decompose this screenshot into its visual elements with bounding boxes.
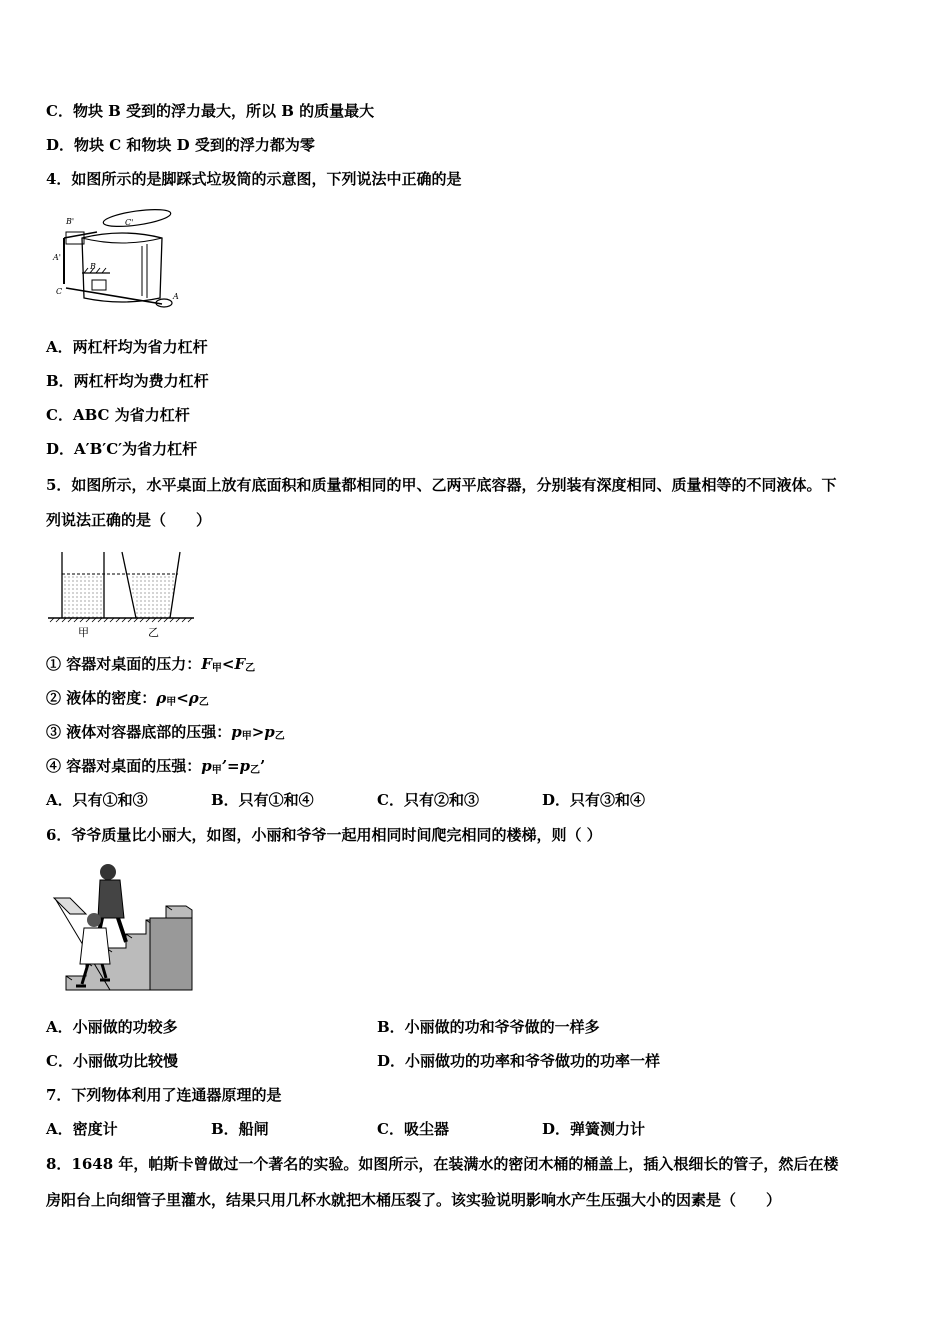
q5-stem-line2: 列说法正确的是（ ） [46, 511, 212, 529]
q7-option-d: D．弹簧测力计 [542, 1120, 646, 1138]
q5-statement-1: ① 容器对桌面的压力：$F_甲<F_乙$ [46, 655, 256, 674]
two-containers-figure [44, 548, 204, 640]
q4-option-b: B．两杠杆均为费力杠杆 [46, 372, 209, 390]
q7-option-c: C．吸尘器 [377, 1120, 449, 1138]
q5-statement-3: ③ 液体对容器底部的压强：$p_甲>p_乙$ [46, 723, 285, 742]
q5-option-a: A．只有①和③ [46, 791, 148, 809]
q6-option-b: B．小丽做的功和爷爷做的一样多 [377, 1018, 600, 1036]
q5-option-c: C．只有②和③ [377, 791, 479, 809]
q8-stem-line1: 8．1648 年，帕斯卡曾做过一个著名的实验。如图所示，在装满水的密闭木桶的桶盖上，插入根细长的管子，然后在楼 [46, 1155, 839, 1173]
label-yi: 乙 [148, 626, 159, 639]
label-c-prime: C' [125, 218, 134, 227]
q7-option-b: B．船闸 [211, 1120, 269, 1138]
q5-stem-line1: 5．如图所示，水平桌面上放有底面积和质量都相同的甲、乙两平底容器，分别装有深度相同、质量相等的不同液体。下 [46, 476, 837, 494]
q3-option-c: C．物块 B 受到的浮力最大，所以 B 的质量最大 [46, 102, 375, 120]
q5-statement-2: ② 液体的密度：$\rho_甲<\rho_乙$ [46, 689, 209, 708]
trash-can-lever-figure [52, 206, 182, 316]
q7-option-a: A．密度计 [46, 1120, 118, 1138]
label-b: B [90, 262, 96, 271]
label-jia: 甲 [78, 626, 89, 639]
q6-option-c: C．小丽做功比较慢 [46, 1052, 178, 1070]
q5-statement-4: ④ 容器对桌面的压强：$p_甲’=p_乙$’ [46, 757, 266, 776]
q5-option-b: B．只有①和④ [211, 791, 314, 809]
stairs-climbing-figure [50, 858, 200, 998]
q7-stem: 7．下列物体利用了连通器原理的是 [46, 1086, 282, 1104]
q4-option-d: D．A′B′C′为省力杠杆 [46, 440, 198, 458]
q4-option-c: C．ABC 为省力杠杆 [46, 406, 190, 424]
label-b-prime: B' [66, 217, 75, 226]
q4-option-a: A．两杠杆均为省力杠杆 [46, 338, 208, 356]
q3-option-d: D．物块 C 和物块 D 受到的浮力都为零 [46, 136, 315, 154]
q6-option-a: A．小丽做的功较多 [46, 1018, 178, 1036]
q6-option-d: D．小丽做功的功率和爷爷做功的功率一样 [377, 1052, 661, 1070]
label-a: A [173, 292, 179, 301]
q8-stem-line2: 房阳台上向细管子里灌水，结果只用几杯水就把木桶压裂了。该实验说明影响水产生压强大小的因素是（ ） [46, 1191, 782, 1209]
label-a-prime: A' [53, 253, 61, 262]
q4-stem: 4．如图所示的是脚踩式垃圾筒的示意图，下列说法中正确的是 [46, 170, 462, 188]
q5-option-d: D．只有③和④ [542, 791, 646, 809]
label-c: C [56, 287, 63, 296]
q6-stem: 6．爷爷质量比小丽大，如图，小丽和爷爷一起用相同时间爬完相同的楼梯，则（ ） [46, 826, 602, 844]
